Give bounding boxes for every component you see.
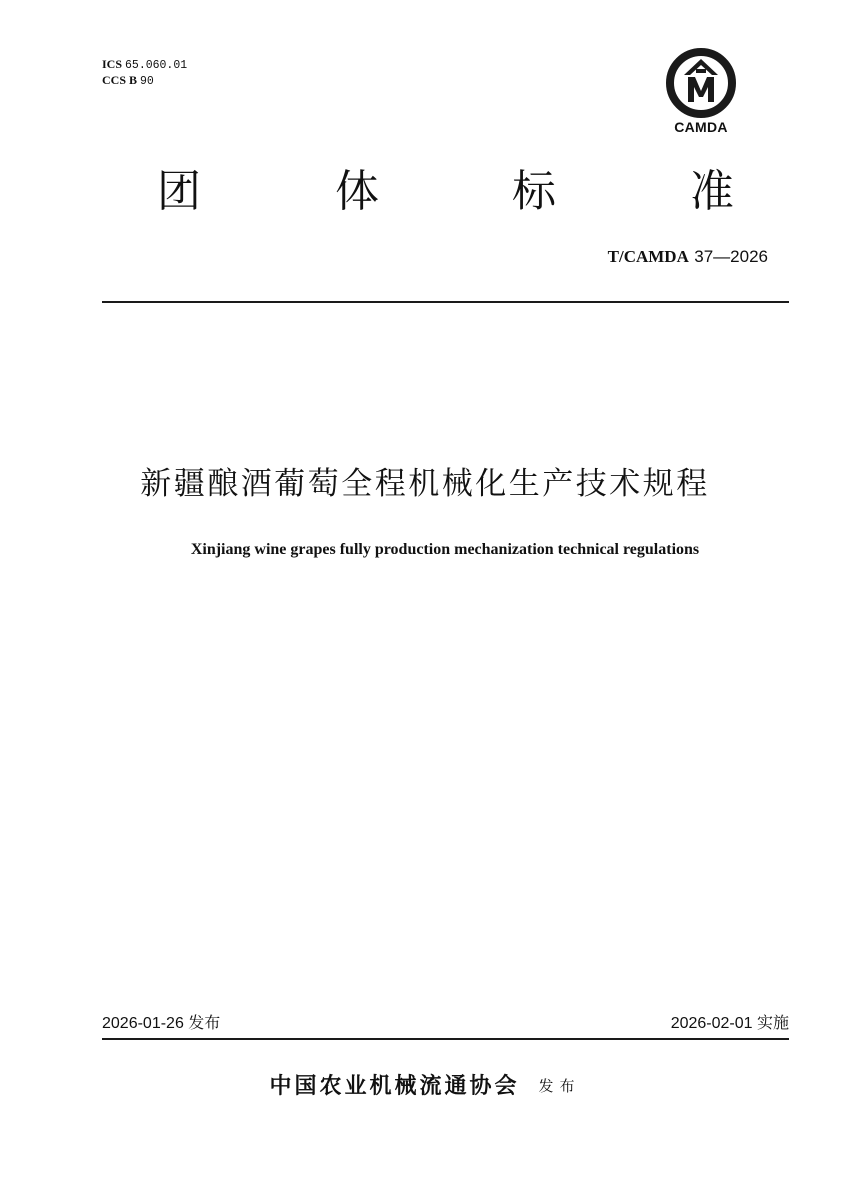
ccs-value: 90: [140, 75, 154, 88]
standard-type-char-4: 准: [690, 166, 734, 217]
ics-value: 65.060.01: [125, 59, 188, 72]
classification-codes: [102, 57, 187, 89]
standard-type-char-3: 标: [512, 166, 556, 217]
implement-date: [671, 1012, 789, 1035]
camda-logo: [662, 47, 740, 137]
publisher-organization: 中国农业机械流通协会: [269, 1073, 520, 1099]
implement-date-label: 实施: [756, 1013, 789, 1032]
issue-date-label: 发布: [188, 1013, 221, 1032]
standard-type-char-1: 团: [157, 166, 201, 217]
standard-number-value: 37—2026: [694, 247, 768, 266]
ics-label: ICS: [102, 57, 123, 71]
issue-date: [102, 1012, 220, 1035]
standard-number-prefix: T/CAMDA: [607, 247, 689, 266]
implement-date-value: 2026-02-01: [670, 1015, 753, 1032]
header-divider: [102, 301, 789, 303]
ics-line: [102, 57, 187, 73]
ccs-label: CCS B: [102, 73, 138, 87]
publisher-action: 发布: [538, 1077, 581, 1095]
issue-date-value: 2026-01-26: [102, 1015, 184, 1032]
camda-emblem-icon: [662, 47, 740, 119]
standard-number: [608, 246, 768, 268]
footer-divider: [102, 1038, 789, 1040]
document-title-english: Xinjiang wine grapes fully production mechanization technical regulations: [190, 541, 700, 558]
ccs-line: [102, 73, 187, 89]
standard-type-char-2: 体: [335, 166, 379, 217]
document-title-chinese: 新疆酿酒葡萄全程机械化生产技术规程: [140, 466, 710, 502]
logo-text: CAMDA: [674, 119, 728, 135]
publisher: [0, 1070, 850, 1104]
